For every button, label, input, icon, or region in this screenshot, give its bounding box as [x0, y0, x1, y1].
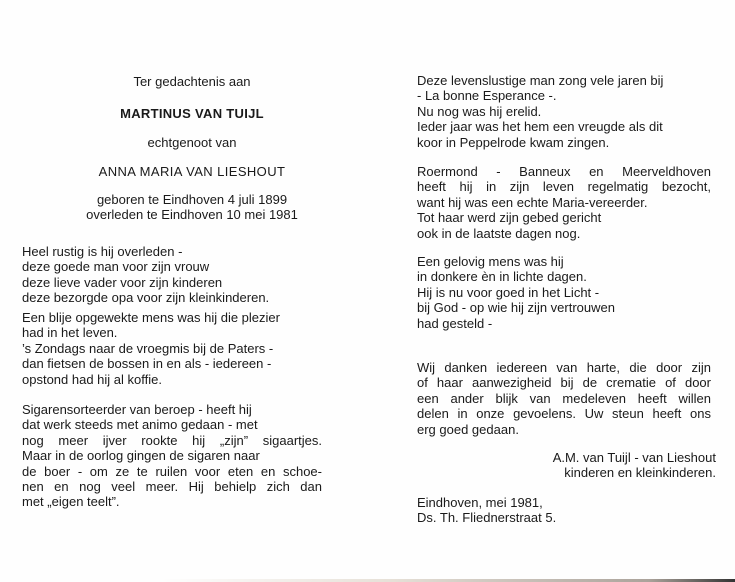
text-line: koor in Peppelrode kwam zingen. — [417, 134, 610, 150]
text-line: een ander blijk van medeleven heeft willen — [417, 390, 711, 406]
text-line: Tot haar werd zijn gebed gericht — [417, 210, 602, 226]
footer-block — [417, 495, 556, 526]
text-line: heeft hij in zijn leven regelmatig bezocht, — [417, 179, 711, 195]
left-paragraph-1 — [22, 244, 269, 306]
left-paragraph-3 — [22, 402, 322, 510]
text-line: - La bonne Esperance -. — [417, 88, 557, 104]
text-line: deze bezorgde opa voor zijn kleinkinderen. — [22, 290, 270, 306]
text-line: in donkere èn in lichte dagen. — [417, 269, 587, 285]
text-line: delen in onze gevoelens. Uw steun heeft ons — [417, 406, 711, 422]
text-line: want hij was een echte Maria-vereerder. — [417, 194, 648, 210]
birth-line: geboren te Eindhoven 4 juli 1899 — [96, 192, 288, 207]
signature-names: A.M. van Tuijl - van Lieshout — [552, 450, 716, 465]
text-line: ook in de laatste dagen nog. — [417, 225, 581, 241]
right-paragraph-2 — [417, 164, 711, 241]
text-line: erg goed gedaan. — [417, 421, 519, 437]
text-line: Heel rustig is hij overleden - — [22, 244, 183, 259]
text-line: dat werk steeds met animo gedaan - met — [22, 417, 258, 433]
text-line: of haar aanwezigheid bij de crematie of door — [417, 375, 711, 391]
text-line: met „eigen teelt”. — [22, 494, 120, 510]
text-line: Maar in de oorlog gingen de sigaren naar — [22, 448, 260, 464]
text-line: Nu nog was hij erelid. — [417, 103, 542, 119]
left-paragraph-2 — [22, 310, 280, 387]
text-line: deze lieve vader voor zijn kinderen — [22, 274, 223, 290]
signature-family: kinderen en kleinkinderen. — [564, 465, 716, 481]
death-line: overleden te Eindhoven 10 mei 1981 — [86, 207, 298, 222]
text-line: Roermond - Banneux en Meerveldhoven — [417, 164, 711, 179]
relation-text: echtgenoot van — [147, 135, 237, 150]
text-line: Sigarensorteerder van beroep - heeft hij — [22, 402, 252, 417]
deceased-name: MARTINUS VAN TUIJL — [120, 106, 264, 121]
text-line: Een blije opgewekte mens was hij die plezier — [22, 310, 280, 325]
text-line: nog meer ijver rookte hij „zijn” sigaartjes. — [22, 432, 322, 448]
text-line: Wij danken iedereen van harte, die door zijn — [417, 360, 711, 375]
text-line: deze goede man voor zijn vrouw — [22, 259, 210, 275]
text-line: had gesteld - — [417, 315, 493, 331]
text-line: had in het leven. — [22, 325, 118, 341]
text-line: opstond had hij al koffie. — [22, 371, 162, 387]
intro-text: Ter gedachtenis aan — [133, 74, 251, 89]
right-paragraph-3 — [417, 254, 615, 331]
footer-address: Ds. Th. Fliednerstraat 5. — [417, 510, 557, 526]
text-line: Hij is nu voor goed in het Licht - — [417, 284, 600, 300]
signature-block — [553, 450, 716, 481]
text-line: Een gelovig mens was hij — [417, 254, 564, 269]
footer-place-date: Eindhoven, mei 1981, — [417, 495, 543, 510]
spouse-name: ANNA MARIA VAN LIESHOUT — [98, 164, 286, 179]
text-line: Ieder jaar was het hem een vreugde als dit — [417, 119, 663, 135]
text-line: Deze levenslustige man zong vele jaren bij — [417, 73, 664, 88]
text-line: dan fietsen de bossen in en als - iedereen - — [22, 356, 272, 372]
text-line: bij God - op wie hij zijn vertrouwen — [417, 300, 615, 316]
text-line: de boer - om ze te ruilen voor eten en schoe- — [22, 463, 322, 479]
text-line: nen en nog veel meer. Hij behielp zich dan — [22, 479, 322, 495]
text-line: ’s Zondags naar de vroegmis bij de Paters - — [22, 340, 274, 356]
right-paragraph-1 — [417, 73, 663, 150]
right-paragraph-4 — [417, 360, 711, 437]
